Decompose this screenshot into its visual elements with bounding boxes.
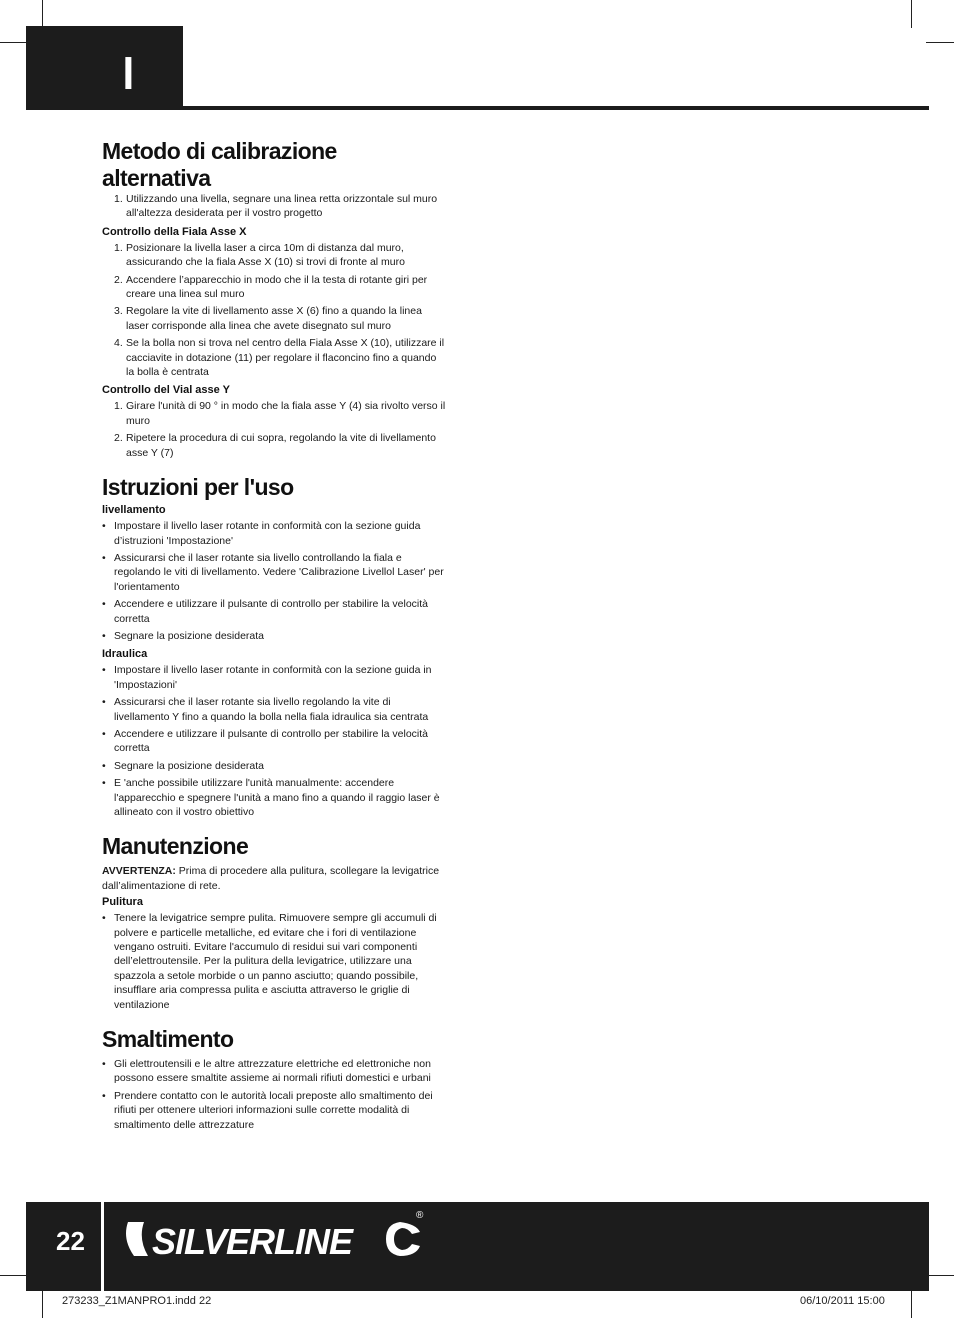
warning-text: Prima di procedere alla pulitura, scollegare la levigatrice dall’alimentazione di rete. (102, 865, 440, 892)
maintenance-warning (102, 864, 447, 893)
list-item (102, 399, 447, 428)
bullet-item: • Accendere e utilizzare il pulsante di controllo per stabilire la velocità corretta (102, 597, 447, 626)
calibration-intro-list (102, 192, 447, 221)
bullet-item: • Prendere contatto con le autorità locali preposte allo smaltimento dei rifiuti per ottenere ulteriori informazioni sulle corrette modalità di smaltimento delle attrezzature (102, 1089, 447, 1132)
bullet-item: • Segnare la posizione desiderata (102, 759, 447, 773)
list-item (102, 304, 447, 333)
crop-mark (0, 1275, 28, 1276)
registered-mark: ® (416, 1210, 424, 1221)
bullet-item: • Assicurarsi che il laser rotante sia livello controllando la fiala e regolando le viti di livellamento. Vedere 'Calibrazione Livellol Laser' per l'orientamento (102, 551, 447, 594)
silverline-logo (120, 1214, 430, 1264)
crop-mark (926, 1275, 954, 1276)
list-text: Posizionare la livella laser a circa 10m di distanza dal muro, assicurando che la fiala Asse X (10) si trovi di fronte al muro (126, 241, 405, 269)
language-letter: I (122, 47, 135, 99)
list-item (102, 241, 447, 270)
section-title-disposal: Smaltimento (102, 1026, 234, 1053)
bullet-item: • Segnare la posizione desiderata (102, 629, 447, 643)
list-text: Se la bolla non si trova nel centro della Fiala Asse X (10), utilizzare il cacciavite in dotazione (11) per regolare il flaconcino fino a quando la bolla è centrata (126, 337, 445, 379)
list-item (102, 273, 447, 302)
x-axis-heading: Controllo della Fiala Asse X (102, 225, 247, 238)
x-axis-steps (102, 241, 447, 380)
list-number: 4. (114, 337, 123, 350)
list-text: Utilizzando una livella, segnare una linea retta orizzontale sul muro all'altezza desiderata per il vostro progetto (126, 193, 438, 220)
crop-mark (911, 0, 912, 28)
section-usage (102, 474, 447, 819)
list-text: Regolare la vite di livellamento asse X (6) fino a quando la linea laser corrisponde alla linea che avete disegnato sul muro (126, 305, 422, 332)
footer-bar (26, 1202, 929, 1291)
content-column (102, 138, 447, 1146)
list-item (102, 336, 447, 379)
crop-mark (926, 42, 954, 43)
list-number: 3. (114, 305, 123, 318)
section-title-maintenance: Manutenzione (102, 833, 249, 860)
y-axis-heading: Controllo del Vial asse Y (102, 384, 230, 397)
disposal-list (102, 1057, 447, 1132)
list-number: 1. (114, 241, 123, 254)
leveling-heading: livellamento (102, 504, 166, 517)
bullet-item: • E 'anche possibile utilizzare l'unità manualmente: accendere l'apparecchio e spegnere l'unità a mano fino a quando il raggio laser è allineato con il vostro obiettivo (102, 776, 447, 819)
cleaning-heading: Pulitura (102, 896, 143, 909)
section-title-calibration: Metodo di calibrazione alternativa (102, 138, 337, 191)
page-number: 22 (56, 1226, 85, 1256)
crop-mark (0, 42, 28, 43)
crop-mark (911, 1290, 912, 1318)
bullet-item: • Accendere e utilizzare il pulsante di controllo per stabilire la velocità corretta (102, 727, 447, 756)
cleaning-list (102, 911, 447, 1012)
list-number: 2. (114, 432, 123, 445)
bullet-item: • Assicurarsi che il laser rotante sia livello regolando la vite di livellamento Y fino a quando la bolla nella fiala idraulica sia centrata (102, 695, 447, 724)
bullet-item: • Tenere la levigatrice sempre pulita. Rimuovere sempre gli accumuli di polvere e particelle metalliche, ed evitare che i fori di ventilazione vengano ostruiti. Evitare l'accumulo di residui sui vari componenti dell’elettroutensile. Per la pulitura della levigatrice, utilizzare una spazzola a setole morbide o un panno asciutto; quando possibile, insufflare aria compressa pulita e asciutta attraverso le griglie di ventilazione (102, 911, 447, 1012)
language-tab (26, 26, 183, 110)
bullet-item: • Gli elettroutensili e le altre attrezzature elettriche ed elettroniche non possono essere smaltite assieme ai normali rifiuti domestici e urbani (102, 1057, 447, 1086)
section-disposal (102, 1026, 447, 1132)
header-rule (183, 106, 929, 110)
slug-file-info: 273233_Z1MANPRO1.indd 22 (62, 1295, 212, 1307)
leveling-list (102, 519, 447, 643)
y-axis-steps (102, 399, 447, 460)
section-calibration (102, 138, 447, 460)
section-title-usage: Istruzioni per l'uso (102, 474, 294, 501)
hydraulic-heading: Idraulica (102, 648, 148, 661)
crop-mark (42, 0, 43, 28)
warning-label: AVVERTENZA: (102, 865, 176, 878)
list-text: Girare l'unità di 90 ° in modo che la fiala asse Y (4) sia rivolto verso il muro (126, 400, 446, 427)
hydraulic-list (102, 663, 447, 819)
list-text: Accendere l’apparecchio in modo che il la testa di rotante giri per creare una linea sul muro (126, 273, 428, 301)
list-text: Ripetere la procedura di cui sopra, regolando la vite di livellamento asse Y (7) (126, 432, 436, 459)
svg-text:SILVERLINE: SILVERLINE (152, 1221, 353, 1262)
section-maintenance (102, 833, 447, 1012)
list-number: 1. (114, 193, 123, 205)
list-number: 1. (114, 400, 123, 413)
list-item (102, 431, 447, 460)
list-number: 2. (114, 273, 123, 286)
slug-date-time: 06/10/2011 15:00 (800, 1295, 885, 1307)
crop-mark (42, 1290, 43, 1318)
bullet-item: • Impostare il livello laser rotante in conformità con la sezione guida d’istruzioni 'Impostazione' (102, 519, 447, 548)
list-item (102, 192, 447, 221)
footer-divider (101, 1202, 104, 1291)
bullet-item: • Impostare il livello laser rotante in conformità con la sezione guida in 'Impostazioni' (102, 663, 447, 692)
